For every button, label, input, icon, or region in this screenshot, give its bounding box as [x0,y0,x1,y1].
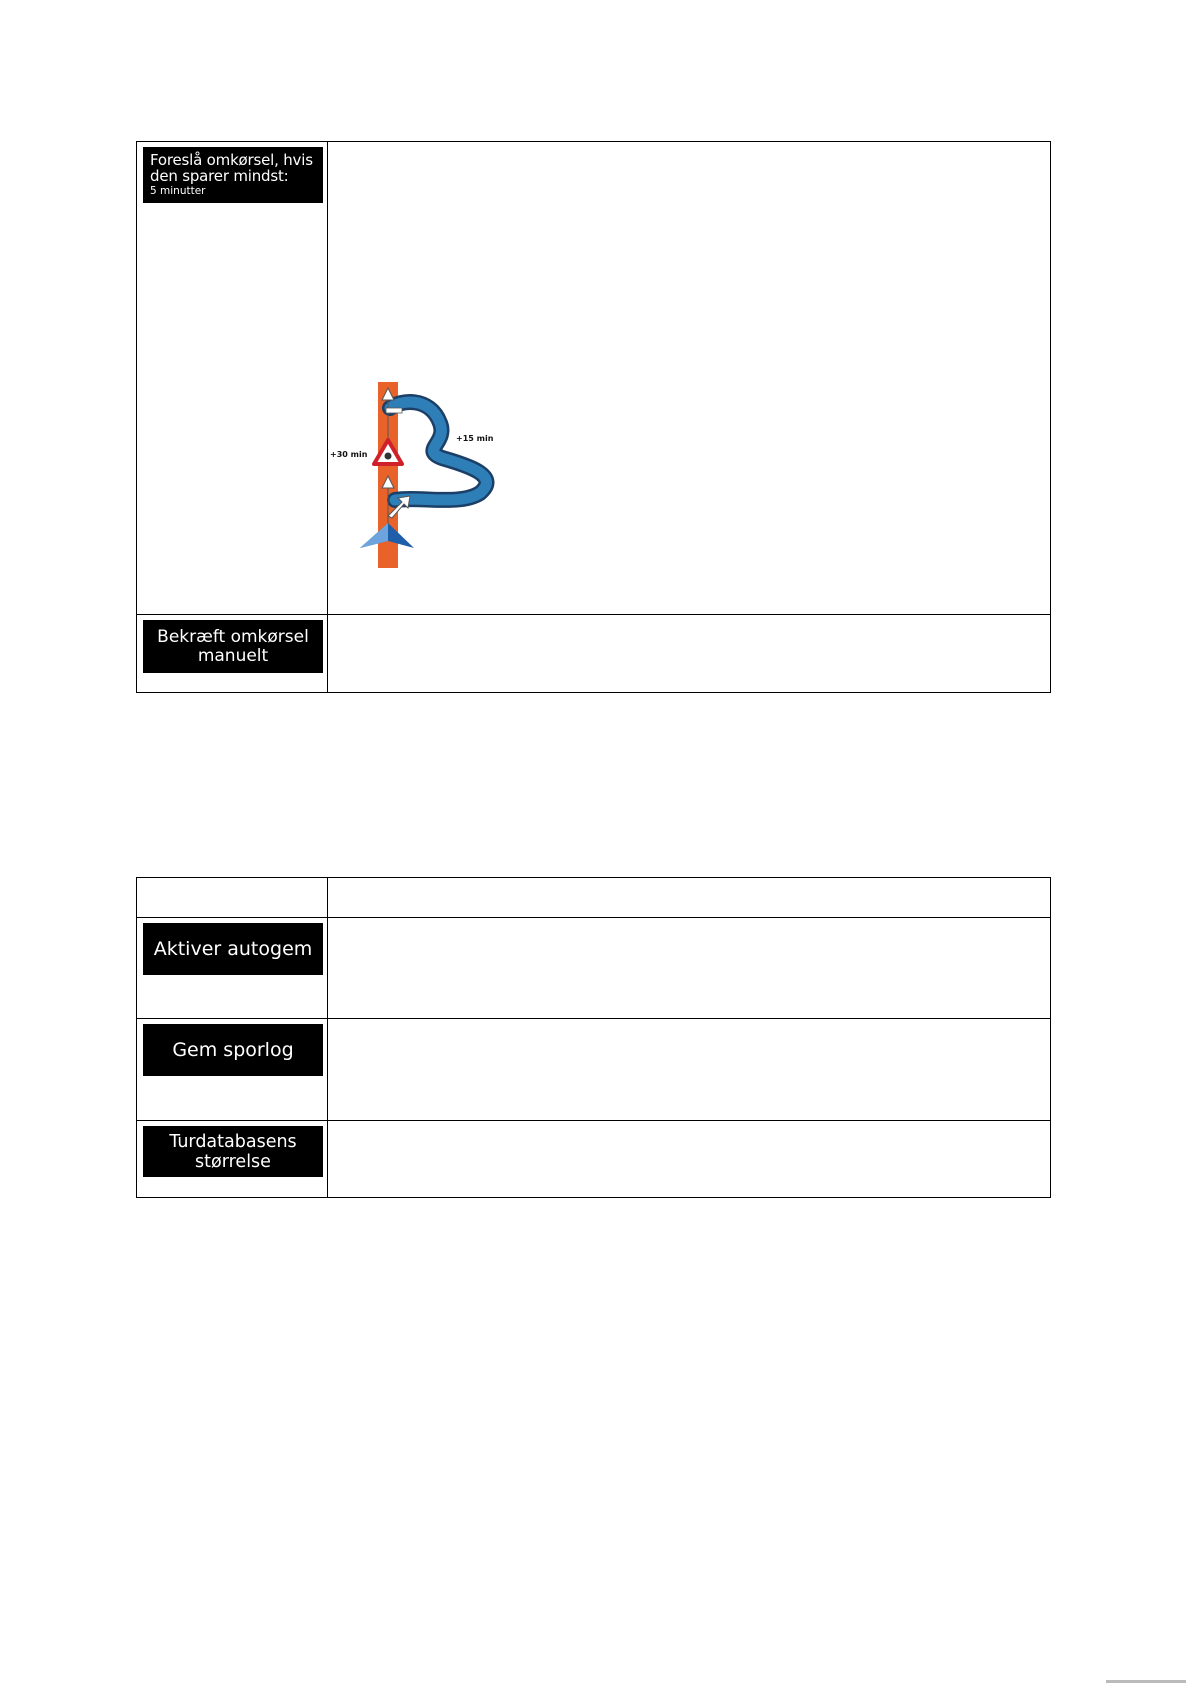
description-cell [328,1121,1051,1198]
setting-cell [137,615,328,693]
table-header-row [137,878,1051,918]
track-log-settings-table [136,877,1051,1198]
setting-cell [137,1019,328,1121]
table-row [137,142,1051,615]
enable-autosave-button[interactable]: Aktiver autogem [143,923,323,975]
confirm-detour-manually-button[interactable]: Bekræft omkørsel manuelt [143,620,323,673]
suggest-detour-button[interactable] [143,147,323,203]
detour-settings-table [136,141,1051,693]
setting-cell [137,1121,328,1198]
setting-cell [137,142,328,615]
suggest-detour-label: Foreslå omkørsel, hvis den sparer mindst: [150,151,313,185]
table-row [137,918,1051,1019]
slow-route-time-label: +30 min [330,450,368,459]
table-row [137,615,1051,693]
setting-cell [137,918,328,1019]
page-footer-fragment [1106,1680,1186,1683]
traffic-warning-symbol [385,453,392,460]
table-row [137,1121,1051,1198]
description-cell [328,615,1051,693]
turn-arrow-icon [386,408,402,413]
save-track-log-button[interactable]: Gem sporlog [143,1024,323,1076]
detour-time-label: +15 min [456,434,494,443]
header-cell [328,878,1051,918]
description-cell [328,1019,1051,1121]
table-row [137,1019,1051,1121]
suggest-detour-value: 5 minutter [150,185,206,197]
description-cell [328,918,1051,1019]
header-cell [137,878,328,918]
trip-database-size-button[interactable]: Turdatabasens størrelse [143,1126,323,1177]
detour-diagram [330,378,520,568]
detour-route [390,402,486,500]
